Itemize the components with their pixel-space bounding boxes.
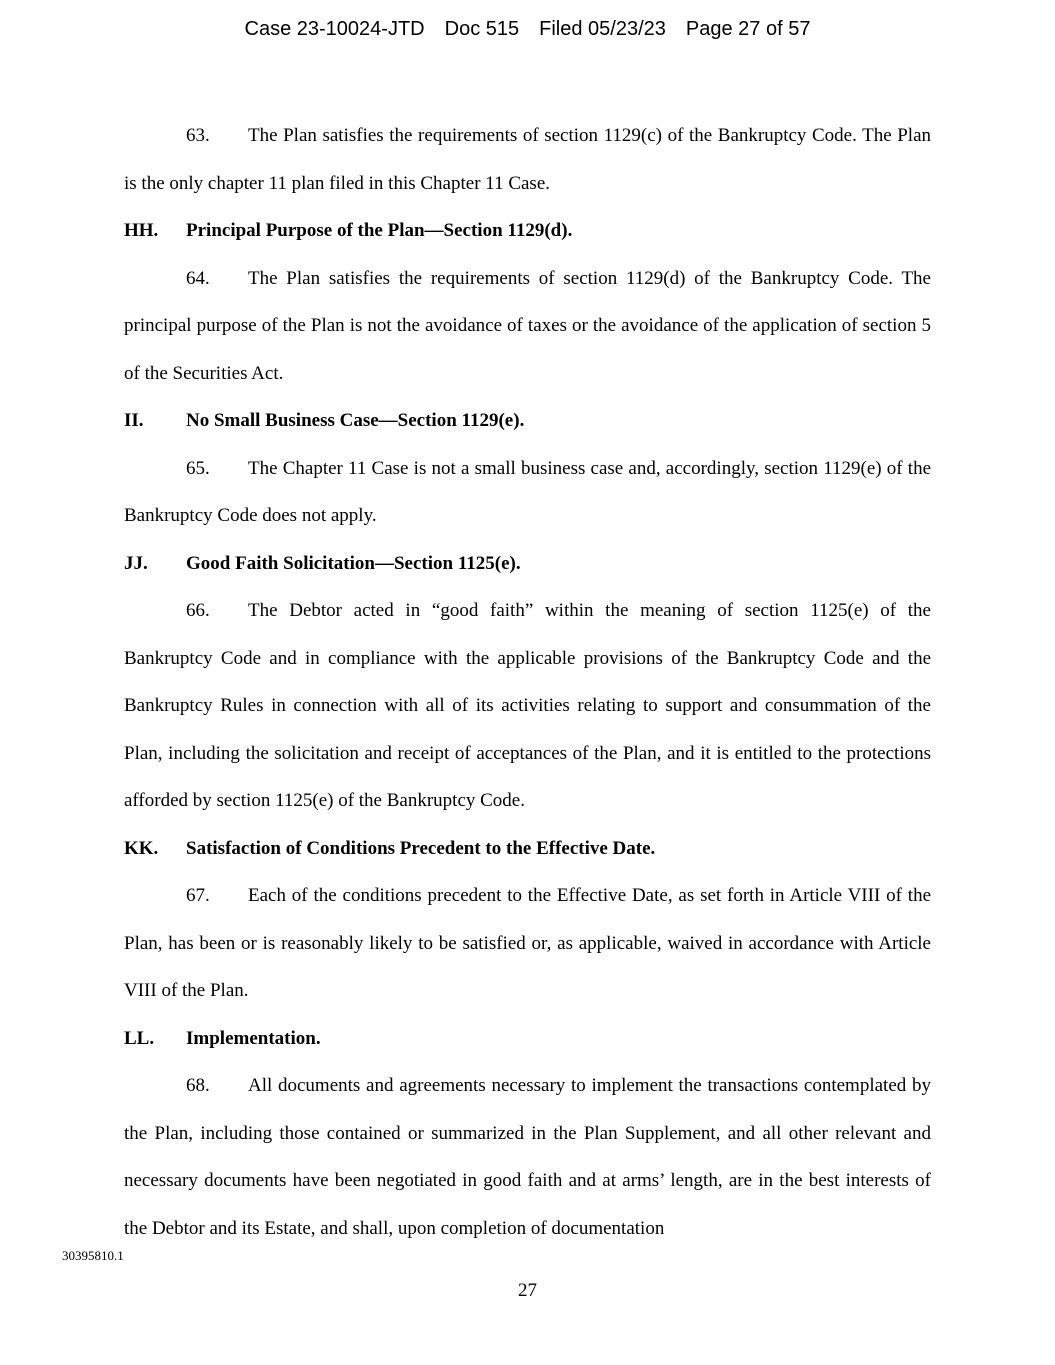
paragraph-text: The Debtor acted in “good faith” within the meaning of section 1125(e) of the Bankruptcy Code and in compliance with the applicable provisions of the Bankruptcy Code and the Bankruptcy Rules in connection with all of its activities relating to support and consummation of the Plan, including the solicitation and receipt of acceptances of the Plan, and it is entitled to the protections afforded by section 1125(e) of the Bankruptcy Code. (124, 600, 931, 811)
paragraph-67 (124, 872, 931, 1015)
section-letter: KK. (124, 837, 159, 859)
page-of: Page 27 of 57 (685, 18, 811, 40)
paragraph-number: 68. (186, 1075, 210, 1096)
paragraph-text: Each of the conditions precedent to the Effective Date, as set forth in Article VIII of the Plan, has been or is reasonably likely to be satisfied or, as applicable, waived in accordance with Article VIII of the Plan. (124, 885, 931, 1001)
paragraph-number: 65. (186, 457, 210, 479)
section-title: No Small Business Case—Section 1129(e). (186, 410, 525, 431)
filed-date: Filed 05/23/23 (539, 18, 666, 40)
document-body (124, 112, 931, 1252)
paragraph-text: All documents and agreements necessary to implement the transactions contemplated by the Plan, including those contained or summarized in the Plan Supplement, and all other relevant and necessary documents have been negotiated in good faith and at arms’ length, are in the best interests of the Debtor and its Estate, and shall, upon completion of documentation (124, 1075, 931, 1239)
section-heading-jj (124, 540, 931, 588)
section-letter: II. (124, 410, 144, 431)
page-number: 27 (518, 1280, 537, 1301)
section-letter: JJ. (124, 552, 148, 574)
section-title: Principal Purpose of the Plan—Section 1129(d). (186, 220, 573, 241)
paragraph-63 (124, 112, 931, 207)
paragraph-text: The Plan satisfies the requirements of section 1129(c) of the Bankruptcy Code. The Plan is the only chapter 11 plan filed in this Chapter 11 Case. (124, 125, 931, 194)
filing-header (0, 18, 1055, 41)
document-id: 30395810.1 (62, 1248, 124, 1263)
doc-number: Doc 515 (444, 18, 520, 40)
section-title: Implementation. (186, 1027, 321, 1049)
section-title: Good Faith Solicitation—Section 1125(e). (186, 552, 521, 574)
section-heading-ii (124, 397, 931, 445)
paragraph-number: 66. (186, 600, 210, 621)
paragraph-number: 64. (186, 267, 210, 289)
paragraph-65 (124, 445, 931, 540)
paragraph-64 (124, 255, 931, 398)
case-number: Case 23-10024-JTD (244, 18, 425, 40)
paragraph-66 (124, 587, 931, 825)
paragraph-text: The Plan satisfies the requirements of section 1129(d) of the Bankruptcy Code. The principal purpose of the Plan is not the avoidance of taxes or the avoidance of the application of section 5 of the Securities Act. (124, 267, 931, 384)
section-letter: LL. (124, 1027, 155, 1049)
paragraph-68 (124, 1062, 931, 1252)
paragraph-number: 67. (186, 885, 210, 906)
section-heading-hh (124, 207, 931, 255)
section-heading-kk (124, 825, 931, 873)
section-letter: HH. (124, 220, 159, 241)
section-heading-ll (124, 1015, 931, 1063)
section-title: Satisfaction of Conditions Precedent to the Effective Date. (186, 837, 656, 859)
paragraph-text: The Chapter 11 Case is not a small business case and, accordingly, section 1129(e) of the Bankruptcy Code does not apply. (124, 457, 931, 526)
paragraph-number: 63. (186, 125, 210, 146)
